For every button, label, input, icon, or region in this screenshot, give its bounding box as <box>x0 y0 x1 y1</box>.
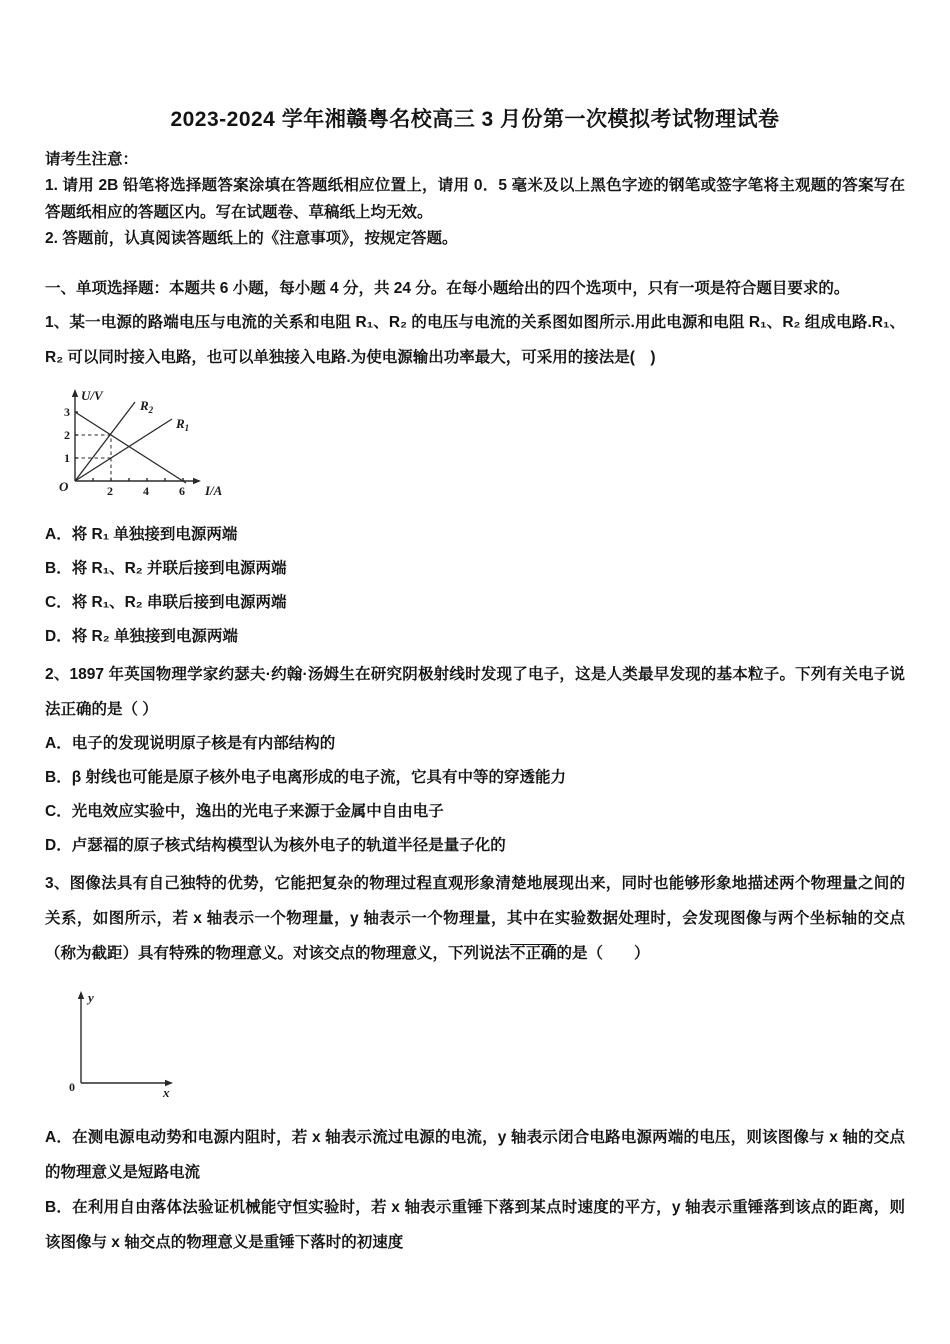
x-tick-label-2: 2 <box>107 483 113 498</box>
y-tick-label-2: 2 <box>64 427 70 442</box>
notice-item-2: 2. 答题前，认真阅读答题纸上的《注意事项》，按规定答题。 <box>45 230 458 247</box>
question-2-option-d: D．卢瑟福的原子核式结构模型认为核外电子的轨道半径是量子化的 <box>45 836 506 854</box>
notice-heading: 请考生注意： <box>45 151 139 168</box>
u-i-graph <box>45 383 255 507</box>
question-1-figure <box>45 383 905 512</box>
r1-line <box>75 419 172 481</box>
x-tick-label-4: 4 <box>143 483 149 498</box>
y-axis-label: y <box>88 989 94 1005</box>
section-1-heading: 一、单项选择题：本题共 6 小题，每小题 4 分，共 24 分。在每小题给出的四个选项中，只有一项是符合题目要求的。 <box>45 279 850 297</box>
question-1-option-d: D．将 R₂ 单独接到电源两端 <box>45 627 238 645</box>
question-3-option-b: B．在利用自由落体法验证机械能守恒实验时，若 x 轴表示重锤下落到某点时速度的平方，y 轴表示重锤落到该点的距离，则该图像与 x 轴交点的物理意义是重锤下落时的初速度 <box>45 1198 905 1251</box>
x-axis-arrow-icon <box>193 477 201 483</box>
question-2-option-c: C．光电效应实验中，逸出的光电子来源于金属中自由电子 <box>45 802 444 820</box>
question-3-stem-emphasis: 不正确 <box>510 944 557 962</box>
question-1-option-b: B．将 R₁、R₂ 并联后接到电源两端 <box>45 559 287 577</box>
r2-line <box>75 402 135 481</box>
question-1-option-c: C．将 R₁、R₂ 串联后接到电源两端 <box>45 593 287 611</box>
source-line <box>75 412 186 483</box>
origin-label: 0 <box>69 1079 75 1094</box>
question-3-stem-pre: 3、图像法具有自己独特的优势，它能把复杂的物理过程直观形象清楚地展现出来，同时也能够形象地描述两个物理量之间的关系，如图所示，若 x 轴表示一个物理量，y 轴表示一个物理量，其中在实验数据处理时，会发现图像与两个坐标轴的交点（称为截距）具有特殊的物理意义。对该交点的物理意义，下列说法 <box>45 874 905 962</box>
page-title: 2023-2024 学年湘赣粤名校高三 3 月份第一次模拟考试物理试卷 <box>170 108 780 131</box>
question-3-stem-post: 的是（ ） <box>556 944 650 962</box>
r2-line-label: $R_2$ <box>140 397 154 415</box>
question-2-stem: 2、1897 年英国物理学家约瑟夫·约翰·汤姆生在研究阴极射线时发现了电子，这是人类最早发现的基本粒子。下列有关电子说法正确的是（ ） <box>45 665 905 718</box>
y-tick-label-1: 1 <box>64 450 70 465</box>
y-axis-arrow-icon <box>72 389 78 397</box>
question-2-option-a: A．电子的发现说明原子核是有内部结构的 <box>45 734 336 752</box>
question-3-stem <box>45 866 905 971</box>
question-2-option-b: B．β 射线也可能是原子核外电子电离形成的电子流，它具有中等的穿透能力 <box>45 768 566 786</box>
notice-item-1: 1. 请用 2B 铅笔将选择题答案涂填在答题纸相应位置上，请用 0．5 毫米及以上黑色字迹的钢笔或签字笔将主观题的答案写在答题纸相应的答题区内。写在试题卷、草稿纸上均无效。 <box>45 177 905 221</box>
y-axis-arrow-icon <box>78 991 84 999</box>
origin-label: O <box>59 478 69 494</box>
question-3-figure <box>49 983 905 1106</box>
x-axis-label: x <box>163 1084 170 1100</box>
question-1-stem: 1、某一电源的路端电压与电流的关系和电阻 R₁、R₂ 的电压与电流的关系图如图所示.用此电源和电阻 R₁、R₂ 组成电路.R₁、R₂ 可以同时接入电路，也可以单独接入电路.为使电源输出功率最大，可采用的接法是( ) <box>45 313 905 366</box>
question-3-option-a: A．在测电源电动势和电源内阻时，若 x 轴表示流过电源的电流，y 轴表示闭合电路电源两端的电压，则该图像与 x 轴的交点的物理意义是短路电流 <box>45 1128 905 1181</box>
x-tick-label-6: 6 <box>179 483 185 498</box>
r1-line-label: $R_1$ <box>176 415 190 433</box>
x-axis-label: I/A <box>205 482 223 498</box>
y-axis-label: U/V <box>81 387 103 403</box>
y-tick-label-3: 3 <box>64 404 70 419</box>
xy-axes-graph <box>49 983 199 1101</box>
question-1-option-a: A．将 R₁ 单独接到电源两端 <box>45 525 238 543</box>
